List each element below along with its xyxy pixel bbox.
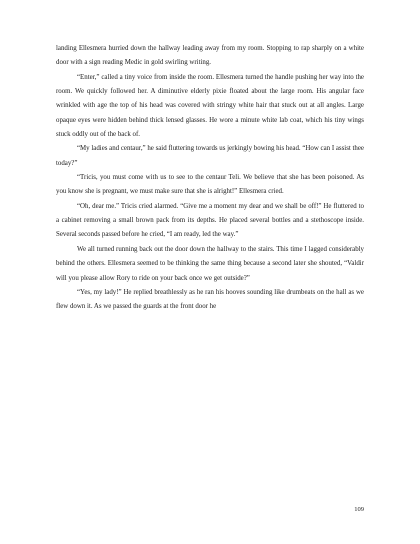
body-text: [56, 42, 364, 315]
paragraph: “Tricis, you must come with us to see to the centaur Teli. We believe that she has been poisoned. As you know she is pregnant, we must make sure that she is alright!” Ellesmera cried.: [56, 174, 364, 196]
paragraph: “My ladies and centaur,” he said fluttering towards us jerkingly bowing his head. “How can I assist thee today?”: [56, 145, 364, 167]
paragraph: We all turned running back out the door down the hallway to the stairs. This time I lagged considerably behind the others. Ellesmera seemed to be thinking the same thing because a second later she shouted, “Valdir will you please allow Rory to ride on your back once we get outside?”: [56, 245, 364, 282]
page-number: 109: [354, 506, 364, 513]
paragraph: “Yes, my lady!” He replied breathlessly as he ran his hooves sounding like drumbeats on the hall as we flew down it. As we passed the guards at the front door he: [56, 288, 364, 311]
paragraph: “Enter,” called a tiny voice from inside the room. Ellesmera turned the handle pushing her way into the room. We quickly followed her. A diminutive elderly pixie floated about the large room. His angular face wrinkled with age the top of his head was covered with stringy white hair that stuck out at all angles. Large opaque eyes were hidden behind thick lensed glasses. He wore a minute white lab coat, which his tiny wings stuck oddly out of the back of.: [56, 73, 364, 139]
paragraph: landing Ellesmera hurried down the hallway leading away from my room. Stopping to rap sharply on a white door with a sign reading Medic in gold swirling writing.: [56, 45, 364, 67]
paragraph: “Oh, dear me.” Tricis cried alarmed. “Give me a moment my dear and we shall be off!” He fluttered to a cabinet removing a small brown pack from its depths. He placed several bottles and a stethoscope inside. Several seconds passed before he cried, “I am ready, led the way.”: [56, 202, 364, 239]
